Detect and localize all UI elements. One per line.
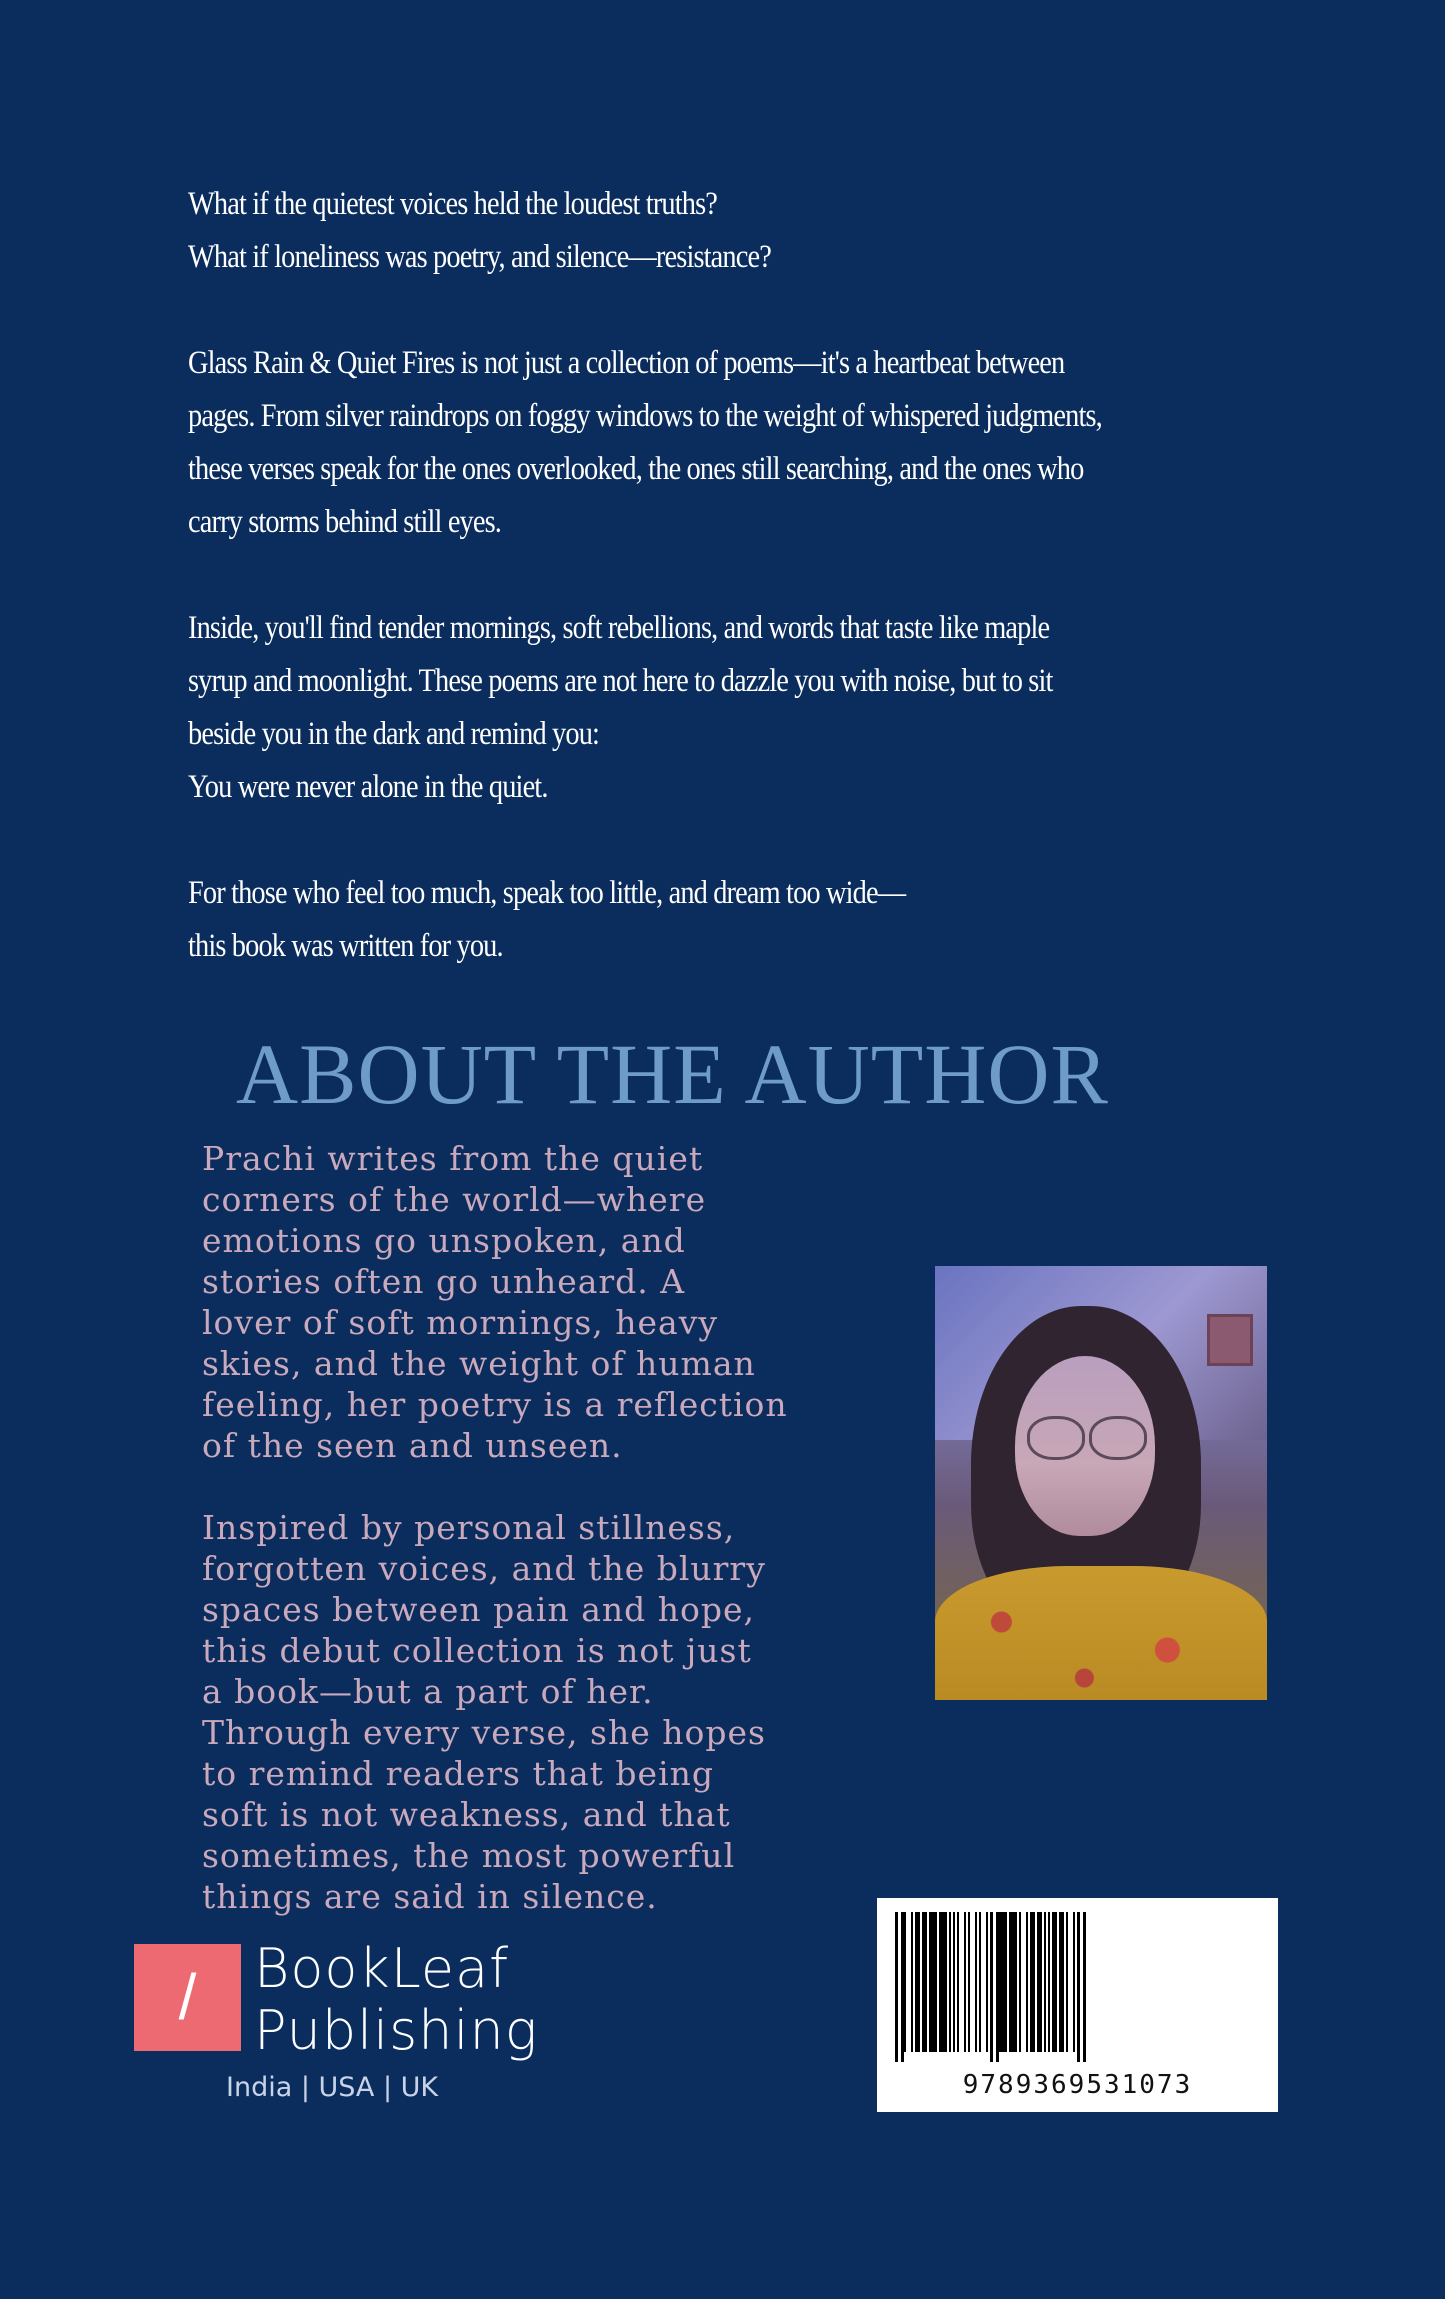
barcode-bar	[911, 1912, 913, 2052]
barcode-bar	[1083, 1912, 1086, 2062]
bio-line: corners of the world—where	[202, 1180, 707, 1219]
bio-line: a book—but a part of her.	[202, 1672, 654, 1711]
bio-paragraph	[202, 1507, 788, 1917]
bio-line: feeling, her poetry is a reflection	[202, 1385, 788, 1424]
back-cover-blurb	[188, 178, 1102, 1026]
blurb-line: beside you in the dark and remind you:	[188, 716, 600, 752]
barcode-bar	[975, 1912, 977, 2052]
publisher-name	[254, 1938, 538, 2062]
barcode-bar	[949, 1912, 951, 2052]
barcode-bar	[1077, 1912, 1080, 2062]
author-photo	[935, 1266, 1267, 1700]
barcode-bar	[939, 1912, 947, 2052]
blurb-line: pages. From silver raindrops on foggy windows to the weight of whispered judgments,	[188, 398, 1102, 434]
about-author-heading: ABOUT THE AUTHOR	[236, 1026, 1109, 1122]
barcode-bar	[1066, 1912, 1068, 2052]
blurb-line: What if loneliness was poetry, and silence—resistance?	[188, 239, 771, 275]
barcode-bar	[915, 1912, 920, 2052]
blurb-line: Glass Rain & Quiet Fires is not just a collection of poems—it's a heartbeat between	[188, 345, 1065, 381]
isbn-barcode	[877, 1898, 1278, 2112]
blurb-line: this book was written for you.	[188, 928, 503, 964]
barcode-bar	[1009, 1912, 1017, 2052]
barcode-bar	[1059, 1912, 1064, 2052]
publisher-name-line2: Publishing	[254, 1999, 539, 2062]
blurb-line: these verses speak for the ones overlooked, the ones still searching, and the ones who	[188, 451, 1084, 487]
barcode-bar	[1048, 1912, 1050, 2052]
barcode-bar	[1037, 1912, 1042, 2052]
barcode-bar	[904, 1912, 906, 2052]
barcode-bar	[979, 1912, 981, 2052]
blurb-line: carry storms behind still eyes.	[188, 504, 502, 540]
barcode-bar	[986, 1912, 988, 2052]
blurb-line: For those who feel too much, speak too little, and dream too wide—	[188, 875, 906, 911]
barcode-bar	[957, 1912, 959, 2052]
blurb-line: syrup and moonlight. These poems are not here to dazzle you with noise, but to sit	[188, 663, 1053, 699]
bio-line: forgotten voices, and the blurry	[202, 1549, 766, 1588]
bio-line: lover of soft mornings, heavy	[202, 1303, 718, 1342]
barcode-bar	[1044, 1912, 1046, 2052]
publisher-regions: India | USA | UK	[226, 2072, 439, 2103]
barcode-bar	[964, 1912, 966, 2052]
barcode-bar	[990, 1912, 993, 2062]
blurb-line: What if the quietest voices held the loudest truths?	[188, 186, 718, 222]
barcode-bar	[1073, 1912, 1075, 2052]
barcode-bar	[922, 1912, 927, 2052]
barcode-bar	[1019, 1912, 1021, 2052]
barcode-bar	[929, 1912, 937, 2052]
bio-line: Inspired by personal stillness,	[202, 1508, 736, 1547]
barcode-bar	[895, 1912, 898, 2062]
barcode-bar	[901, 1912, 904, 2062]
blurb-paragraph	[188, 602, 1186, 814]
bio-line: skies, and the weight of human	[202, 1344, 756, 1383]
bio-paragraph	[202, 1138, 788, 1466]
blurb-paragraph	[188, 867, 1186, 973]
bio-line: to remind readers that being	[202, 1754, 714, 1793]
bio-line: soft is not weakness, and that	[202, 1795, 731, 1834]
blurb-line: Inside, you'll find tender mornings, soft rebellions, and words that taste like maple	[188, 610, 1050, 646]
bio-line: things are said in silence.	[202, 1877, 658, 1916]
bio-line: spaces between pain and hope,	[202, 1590, 756, 1629]
barcode-bar	[1052, 1912, 1057, 2052]
bio-line: Prachi writes from the quiet	[202, 1139, 704, 1178]
barcode-bar	[1026, 1912, 1028, 2052]
barcode-bars	[891, 1912, 1264, 2062]
bio-line: emotions go unspoken, and	[202, 1221, 686, 1260]
barcode-bar	[999, 1912, 1007, 2052]
publisher-logo-mark: /	[134, 1944, 241, 2051]
barcode-bar	[1030, 1912, 1035, 2052]
bio-line: Through every verse, she hopes	[202, 1713, 766, 1752]
blurb-paragraph	[188, 178, 1186, 284]
bio-line: stories often go unheard. A	[202, 1262, 686, 1301]
barcode-bar	[996, 1912, 999, 2062]
author-bio	[202, 1138, 788, 1958]
publisher-name-line1: BookLeaf	[254, 1937, 510, 2000]
blurb-paragraph	[188, 337, 1186, 549]
bio-line: this debut collection is not just	[202, 1631, 752, 1670]
bio-line: sometimes, the most powerful	[202, 1836, 736, 1875]
barcode-bar	[953, 1912, 955, 2052]
bio-line: of the seen and unseen.	[202, 1426, 623, 1465]
isbn-number: 9789369531073	[962, 2070, 1193, 2100]
barcode-bar	[968, 1912, 970, 2052]
blurb-line: You were never alone in the quiet.	[188, 769, 548, 805]
